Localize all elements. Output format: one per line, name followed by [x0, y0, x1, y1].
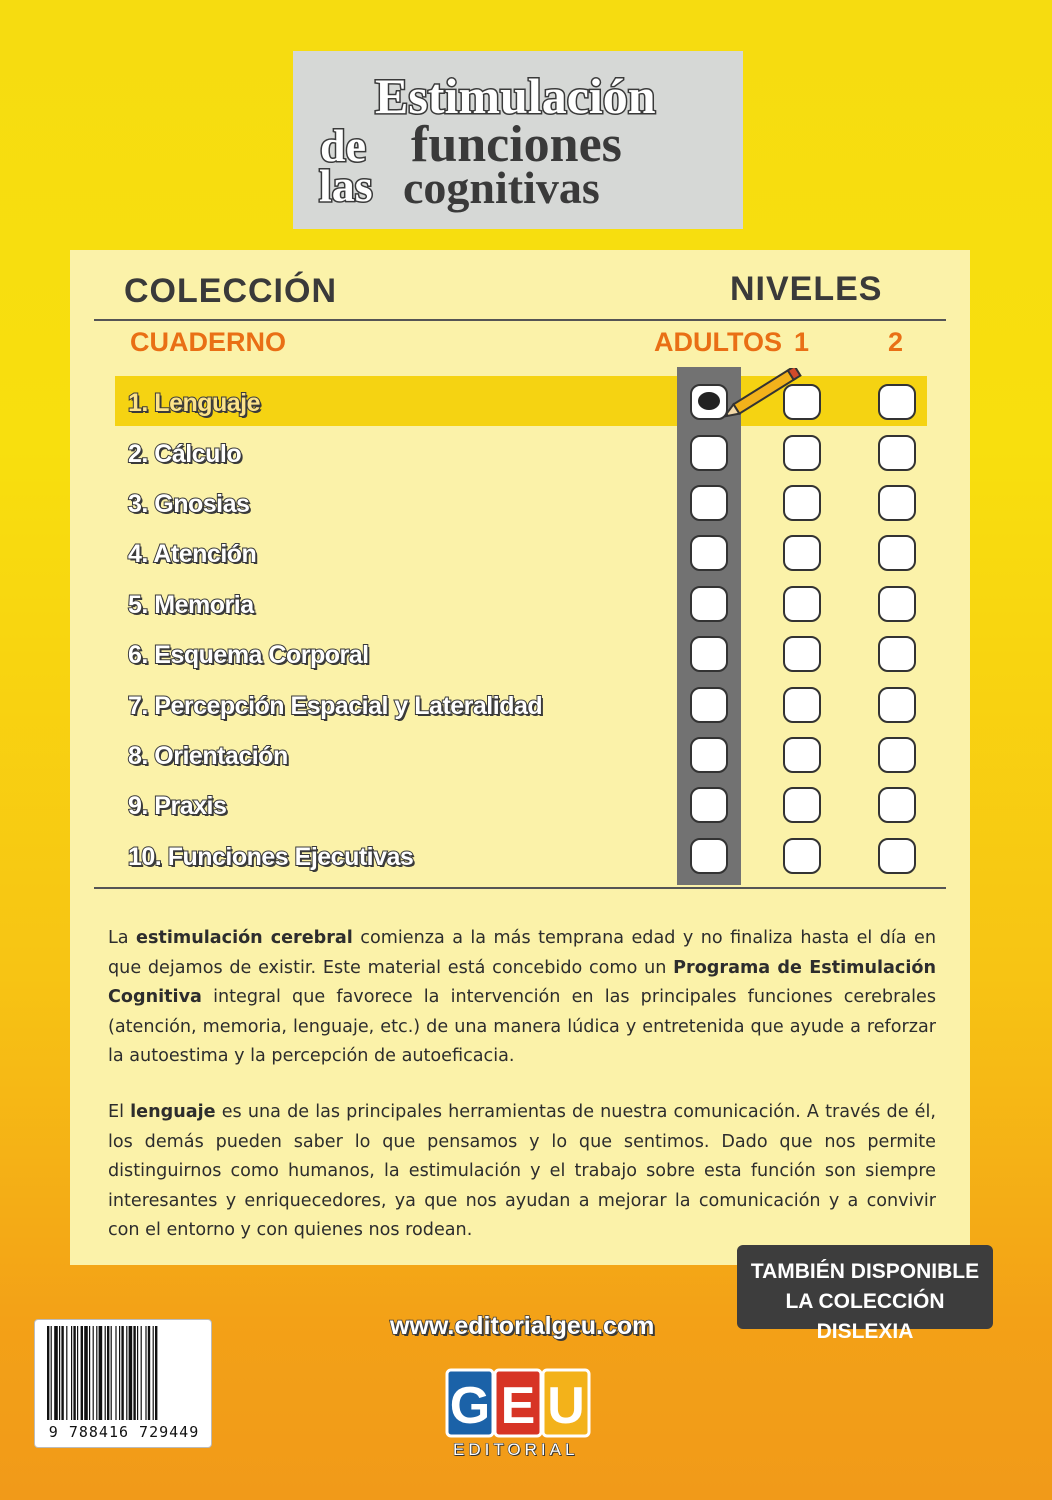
barcode-bar	[61, 1326, 63, 1420]
barcode-bar	[77, 1326, 78, 1420]
barcode-bar	[54, 1326, 58, 1420]
barcode-bar	[84, 1326, 88, 1420]
p1-run-0: La	[108, 928, 137, 948]
checkbox-row5-col1[interactable]	[690, 586, 728, 622]
description-paragraph-1	[108, 924, 936, 1072]
checkbox-row6-col3[interactable]	[878, 636, 916, 672]
checkbox-row2-col3[interactable]	[878, 435, 916, 471]
level-2-heading: 2	[888, 327, 904, 357]
checkbox-row7-col2[interactable]	[783, 687, 821, 723]
coleccion-heading: COLECCIÓN	[124, 272, 337, 310]
tambien-line1: TAMBIÉN DISPONIBLE	[750, 1260, 980, 1283]
checkbox-row10-col2[interactable]	[783, 838, 821, 874]
barcode-bar	[115, 1326, 116, 1420]
barcode-bar	[99, 1326, 103, 1420]
checkbox-row3-col3[interactable]	[878, 485, 916, 521]
p2-run-0: El	[108, 1102, 131, 1122]
tambien-disponible-badge	[737, 1245, 993, 1343]
p1-run-3: Programa de Estimulación Cognitiva	[108, 957, 936, 1007]
barcode-bar	[148, 1326, 150, 1420]
isbn-number: 9 788416 729449	[48, 1423, 200, 1441]
checkbox-row5-col2[interactable]	[783, 586, 821, 622]
barcode-bar	[51, 1326, 52, 1420]
checkbox-row8-col2[interactable]	[783, 737, 821, 773]
item-orientacion: 8. Orientación	[128, 742, 288, 770]
barcode-bar	[129, 1326, 133, 1420]
divider-top	[94, 319, 946, 321]
title-line3b: cognitivas	[403, 162, 600, 213]
p1-run-1: estimulación cerebral	[136, 928, 353, 948]
checkbox-row3-col2[interactable]	[783, 485, 821, 521]
checkbox-row9-col3[interactable]	[878, 787, 916, 823]
geu-g: G	[449, 1377, 491, 1435]
series-title	[293, 51, 743, 229]
geu-e: E	[500, 1377, 536, 1435]
niveles-heading: NIVELES	[730, 270, 883, 308]
checkbox-row4-col1[interactable]	[690, 535, 728, 571]
barcode-bar	[73, 1326, 75, 1420]
adultos-heading: ADULTOS	[654, 327, 782, 357]
description-paragraph-2	[108, 1098, 936, 1246]
title-line1: Estimulación	[375, 68, 656, 124]
title-line2b: funciones	[411, 116, 622, 173]
p1-run-4: integral que favorece la intervención en las principales funciones cerebrales (atención, memoria, lenguaje, etc.) de una manera lúdica y entretenida que ayude a reforzar la autoestima y la percepción de autoeficacia.	[108, 987, 936, 1066]
tambien-line2	[737, 1287, 993, 1347]
item-funciones-ejecutivas: 10. Funciones Ejecutivas	[128, 843, 414, 871]
item-memoria: 5. Memoria	[128, 591, 254, 619]
title-line2a: de	[320, 120, 366, 171]
barcode-bar	[71, 1326, 72, 1420]
checkbox-row8-col3[interactable]	[878, 737, 916, 773]
pencil-icon	[718, 368, 808, 418]
item-praxis: 9. Praxis	[128, 792, 227, 820]
barcode	[34, 1319, 212, 1448]
barcode-bar	[66, 1326, 67, 1420]
cuaderno-heading: CUADERNO	[130, 327, 287, 357]
tambien-line2b: DISLEXIA	[816, 1320, 914, 1343]
barcode-bar	[96, 1326, 97, 1420]
checkbox-row4-col3[interactable]	[878, 535, 916, 571]
barcode-bar	[93, 1326, 94, 1420]
checkbox-row3-col1[interactable]	[690, 485, 728, 521]
barcode-bar	[107, 1326, 109, 1420]
barcode-bar	[105, 1326, 106, 1420]
checkbox-row4-col2[interactable]	[783, 535, 821, 571]
geu-logo	[445, 1366, 595, 1442]
barcode-bar	[89, 1326, 90, 1420]
barcode-bar	[153, 1326, 154, 1420]
barcode-bar	[155, 1326, 157, 1420]
barcode-bar	[111, 1326, 112, 1420]
barcode-bar	[119, 1326, 120, 1420]
item-lenguaje: 1. Lenguaje	[128, 389, 261, 417]
barcode-bar	[81, 1326, 83, 1420]
barcode-bar	[126, 1326, 127, 1420]
checkbox-row6-col2[interactable]	[783, 636, 821, 672]
p2-run-2: es una de las principales herramientas de nuestra comunicación. A través de él, los demás pueden saber lo que pensamos y lo que sentimos. Dado que nos permite distinguirnos como humanos, la estimulación y el trabajo sobre esta función son siempre interesantes y enriquecedores, ya que nos ayudan a mejorar la comunicación y a convivir con el entorno y con quienes nos rodean.	[108, 1102, 936, 1240]
checkbox-row7-col1[interactable]	[690, 687, 728, 723]
p1-run-2: comienza a la más temprana edad y no finaliza hasta el día en que dejamos de existir. Este material está concebido como un	[108, 928, 936, 978]
barcode-bar	[133, 1326, 135, 1420]
barcode-bars	[43, 1326, 203, 1422]
checkbox-row1-col3[interactable]	[878, 384, 916, 420]
barcode-bar	[59, 1326, 60, 1420]
barcode-bar	[141, 1326, 142, 1420]
checkbox-row9-col1[interactable]	[690, 787, 728, 823]
barcode-bar	[145, 1326, 146, 1420]
item-atencion: 4. Atención	[128, 540, 257, 568]
checkbox-row5-col3[interactable]	[878, 586, 916, 622]
barcode-bar	[137, 1326, 138, 1420]
tambien-line2a: LA COLECCIÓN	[785, 1290, 945, 1313]
checkbox-row10-col3[interactable]	[878, 838, 916, 874]
barcode-bar	[121, 1326, 123, 1420]
website-link[interactable]: www.editorialgeu.com	[390, 1312, 655, 1340]
divider-bottom	[94, 887, 946, 889]
item-calculo: 2. Cálculo	[128, 440, 242, 468]
level-1-heading: 1	[794, 327, 810, 357]
item-gnosias: 3. Gnosias	[128, 490, 250, 518]
series-title-box	[293, 51, 743, 229]
checkbox-row10-col1[interactable]	[690, 838, 728, 874]
item-esquema-corporal: 6. Esquema Corporal	[128, 641, 369, 669]
checkbox-row7-col3[interactable]	[878, 687, 916, 723]
editorial-label: EDITORIAL	[453, 1440, 579, 1459]
barcode-bar	[47, 1326, 49, 1420]
checkbox-row2-col2[interactable]	[783, 435, 821, 471]
checkbox-row2-col1[interactable]	[690, 435, 728, 471]
geu-u: U	[547, 1377, 585, 1435]
item-percepcion: 7. Percepción Espacial y Lateralidad	[128, 692, 543, 720]
title-line3a: las	[319, 160, 373, 211]
p2-run-1: lenguaje	[130, 1102, 216, 1122]
checkbox-row8-col1[interactable]	[690, 737, 728, 773]
checkbox-row6-col1[interactable]	[690, 636, 728, 672]
checkbox-row9-col2[interactable]	[783, 787, 821, 823]
collection-panel	[70, 250, 970, 1265]
